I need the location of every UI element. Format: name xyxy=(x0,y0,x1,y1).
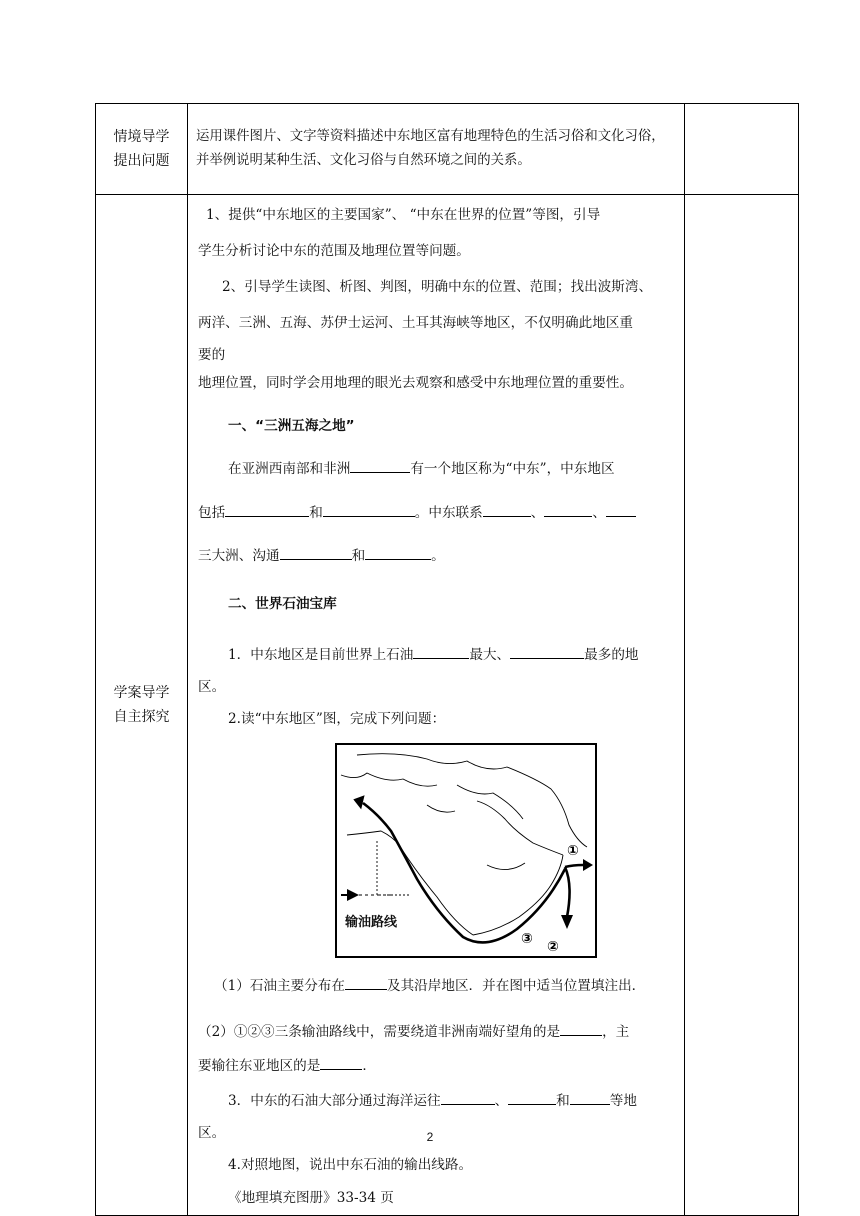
middle-east-map xyxy=(335,743,597,958)
row-content-study xyxy=(188,195,685,1216)
lesson-plan-table xyxy=(95,103,799,1216)
question-line: 《地理填充图册》33-34 页 xyxy=(228,1189,394,1206)
coastline-med xyxy=(341,773,437,786)
question-line: 1．中东地区是目前世界上石油 最大、 最多的地 xyxy=(198,637,677,673)
fill-blank-line: 包括 和 。中东联系 、 、 xyxy=(198,498,677,528)
question-line: 4.对照地图，说出中东石油的输出线路。 xyxy=(228,1156,473,1173)
notes-cell xyxy=(685,104,799,195)
paragraph: 2、引导学生读图、析图、判图，明确中东的位置、范围；找出波斯湾、 xyxy=(222,279,653,295)
table-row xyxy=(96,104,799,195)
route-2 xyxy=(565,867,570,917)
question-line: 区。 xyxy=(198,678,226,695)
arrow-head xyxy=(561,915,573,929)
iran-border xyxy=(457,785,523,819)
row-content-situation xyxy=(188,104,685,195)
sub-question: （1）石油主要分布在 及其沿岸地区．并在图中适当位置填注出． xyxy=(198,971,677,1001)
fill-blank-line: 三大洲、沟通 和 。 xyxy=(198,541,677,571)
africa-border xyxy=(377,841,409,895)
paragraph: 两洋、三洲、五海、苏伊士运河、土耳其海峡等地区，不仅明确此地区重 xyxy=(198,315,633,331)
section-heading: 二、世界石油宝库 xyxy=(228,595,337,612)
paragraph: 要的 xyxy=(198,347,226,363)
sub-question: 要输往东亚地区的是 ． xyxy=(198,1049,677,1083)
route-1 xyxy=(565,865,583,867)
route-mark-2: ② xyxy=(547,938,559,955)
situation-text: 运用课件图片、文字等资料描述中东地区富有地理特色的生活习俗和文化习俗，并举例说明某种生活、文化习俗与自然环境之间的关系。 xyxy=(196,129,665,168)
persian-gulf xyxy=(477,801,563,855)
question-line: 区。 xyxy=(198,1124,226,1141)
paragraph: 地理位置，同时学会用地理的眼光去观察和感受中东地理位置的重要性。 xyxy=(198,375,633,391)
page-number: 2 xyxy=(426,1130,434,1144)
paragraph: 1、提供“中东地区的主要国家”、 “中东在世界的位置”等图，引导 xyxy=(206,207,601,223)
question-line: 2.读“中东地区”图，完成下列问题： xyxy=(228,710,446,727)
fill-blank-line: 在亚洲西南部和非洲 有一个地区称为“中东”，中东地区 xyxy=(198,454,677,484)
map-legend-label: 输油路线 xyxy=(345,914,398,930)
route-mark-1: ① xyxy=(567,842,579,859)
arrow-head xyxy=(353,795,368,810)
sub-question: （2）①②③三条输油路线中，需要绕道非洲南端好望角的是 ，主 xyxy=(198,1015,677,1049)
table-row xyxy=(96,195,799,1216)
question-line: 3．中东的石油大部分通过海洋运往 、 和 等地 xyxy=(198,1083,677,1119)
section-heading: 一、“三洲五海之地” xyxy=(228,417,355,434)
route-mark-3: ③ xyxy=(521,930,533,947)
arrow-head xyxy=(583,859,593,871)
paragraph: 学生分析讨论中东的范围及地理位置等问题。 xyxy=(198,243,470,259)
row-label-situation: 情境导学 提出问题 xyxy=(96,104,188,195)
inner-border xyxy=(487,863,525,870)
notes-cell xyxy=(685,195,799,1216)
inner-border xyxy=(427,805,455,812)
row-label-study: 学案导学 自主探究 xyxy=(96,195,188,1216)
